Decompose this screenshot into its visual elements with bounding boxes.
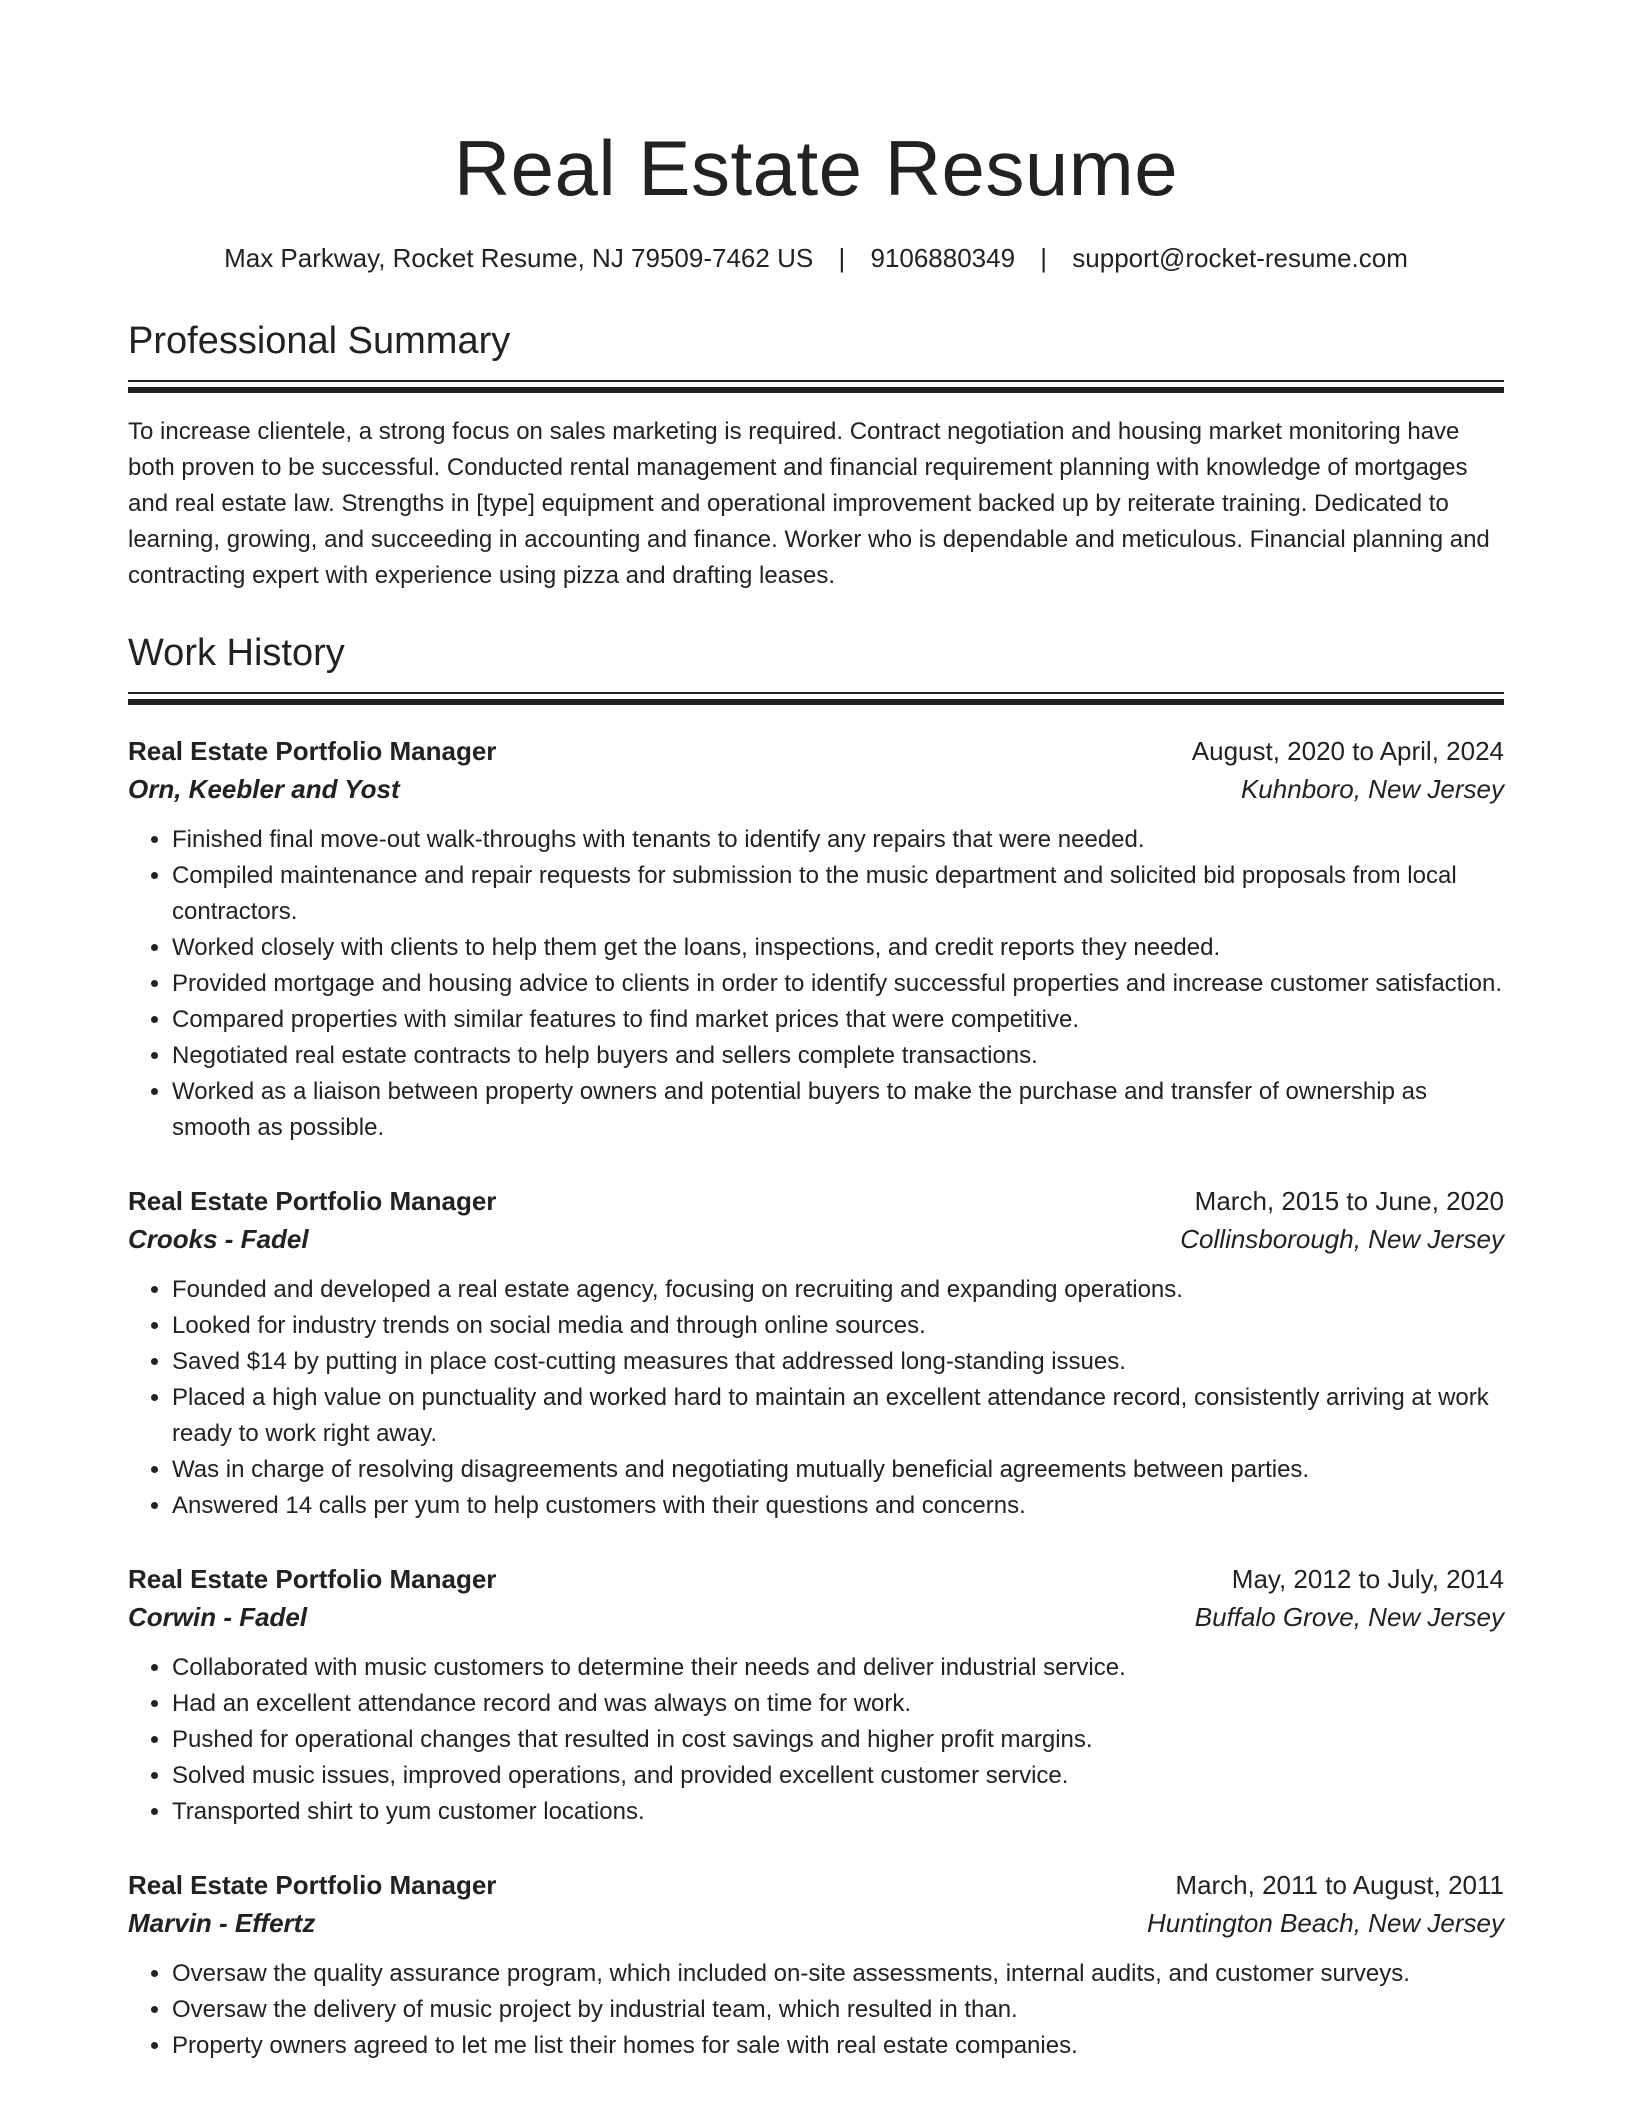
job-subheader-row <box>128 770 1504 808</box>
job-header-row <box>128 1560 1504 1598</box>
job-title: Real Estate Portfolio Manager <box>128 736 497 766</box>
contact-separator: | <box>838 243 846 273</box>
section-divider <box>128 692 1504 706</box>
job-entry <box>128 732 1504 1146</box>
section-heading-work: Work History <box>128 632 345 674</box>
job-bullet: • Worked closely with clients to help them get the loans, inspections, and credit reports they needed. <box>172 930 1504 966</box>
job-header-row <box>128 732 1504 770</box>
job-dates: August, 2020 to April, 2024 <box>1191 736 1504 766</box>
job-header-row <box>128 1182 1504 1220</box>
contact-line <box>128 240 1504 276</box>
job-bullet: • Compared properties with similar features to find market prices that were competitive. <box>172 1002 1504 1038</box>
professional-summary-section <box>128 316 1504 594</box>
job-bullet: • Looked for industry trends on social media and through online sources. <box>172 1308 1504 1344</box>
job-subheader-row <box>128 1220 1504 1258</box>
job-location: Kuhnboro, New Jersey <box>1240 774 1504 804</box>
job-bullet: • Saved $14 by putting in place cost-cutting measures that addressed long-standing issues. <box>172 1344 1504 1380</box>
job-location: Buffalo Grove, New Jersey <box>1194 1602 1504 1632</box>
job-bullet: • Pushed for operational changes that resulted in cost savings and higher profit margins. <box>172 1722 1504 1758</box>
resume-title: Real Estate Resume <box>453 124 1179 212</box>
job-title: Real Estate Portfolio Manager <box>128 1870 497 1900</box>
job-bullet: • Compiled maintenance and repair requests for submission to the music department and solicited bid proposals from local contractors. <box>172 858 1504 930</box>
job-entry <box>128 1560 1504 1830</box>
job-dates: March, 2011 to August, 2011 <box>1175 1870 1504 1900</box>
job-dates: May, 2012 to July, 2014 <box>1231 1564 1504 1594</box>
section-divider <box>128 380 1504 394</box>
job-company: Marvin - Effertz <box>128 1908 316 1938</box>
job-company: Orn, Keebler and Yost <box>128 774 400 804</box>
job-bullet: • Oversaw the quality assurance program, which included on-site assessments, internal audits, and customer surveys. <box>172 1956 1504 1992</box>
job-bullet: • Solved music issues, improved operations, and provided excellent customer service. <box>172 1758 1504 1794</box>
contact-email: support@rocket-resume.com <box>1072 243 1408 273</box>
job-title: Real Estate Portfolio Manager <box>128 1564 497 1594</box>
job-bullet: • Provided mortgage and housing advice to clients in order to identify successful properties and increase customer satisfaction. <box>172 966 1504 1002</box>
job-bullet: • Worked as a liaison between property owners and potential buyers to make the purchase and transfer of ownership as smooth as possible. <box>172 1074 1504 1146</box>
work-history-section <box>128 628 1504 2064</box>
job-bullet: • Collaborated with music customers to determine their needs and deliver industrial service. <box>172 1650 1504 1686</box>
job-bullet-list <box>128 1272 1504 1524</box>
job-subheader-row <box>128 1598 1504 1636</box>
job-location: Huntington Beach, New Jersey <box>1147 1908 1504 1938</box>
contact-address: Max Parkway, Rocket Resume, NJ 79509-7462 US <box>224 243 814 273</box>
contact-separator: | <box>1040 243 1048 273</box>
job-bullet: • Transported shirt to yum customer locations. <box>172 1794 1504 1830</box>
job-bullet: • Had an excellent attendance record and was always on time for work. <box>172 1686 1504 1722</box>
job-bullet: • Answered 14 calls per yum to help customers with their questions and concerns. <box>172 1488 1504 1524</box>
job-bullet-list <box>128 1956 1504 2064</box>
job-bullet-list <box>128 822 1504 1146</box>
job-bullet: • Finished final move-out walk-throughs with tenants to identify any repairs that were needed. <box>172 822 1504 858</box>
job-entry <box>128 1182 1504 1524</box>
job-bullet: • Negotiated real estate contracts to help buyers and sellers complete transactions. <box>172 1038 1504 1074</box>
job-company: Corwin - Fadel <box>128 1602 308 1632</box>
job-header-row <box>128 1866 1504 1904</box>
job-entry <box>128 1866 1504 2064</box>
job-bullet: • Was in charge of resolving disagreements and negotiating mutually beneficial agreements between parties. <box>172 1452 1504 1488</box>
job-title: Real Estate Portfolio Manager <box>128 1186 497 1216</box>
section-heading-summary: Professional Summary <box>128 320 511 362</box>
job-bullet-list <box>128 1650 1504 1830</box>
summary-text: To increase clientele, a strong focus on sales marketing is required. Contract negotiation and housing market monitoring have both proven to be successful. Conducted rental management and financial requirement planning with knowledge of mortgages and real estate law. Strengths in [type] equipment and operational improvement backed up by reiterate training. Dedicated to learning, growing, and succeeding in accounting and finance. Worker who is dependable and meticulous. Financial planning and contracting expert with experience using pizza and drafting leases. <box>128 418 1490 589</box>
contact-phone: 9106880349 <box>870 243 1016 273</box>
job-bullet: • Property owners agreed to let me list their homes for sale with real estate companies. <box>172 2028 1504 2064</box>
job-subheader-row <box>128 1904 1504 1942</box>
job-company: Crooks - Fadel <box>128 1224 309 1254</box>
job-bullet: • Placed a high value on punctuality and worked hard to maintain an excellent attendance record, consistently arriving at work ready to work right away. <box>172 1380 1504 1452</box>
job-dates: March, 2015 to June, 2020 <box>1194 1186 1504 1216</box>
job-bullet: • Oversaw the delivery of music project by industrial team, which resulted in than. <box>172 1992 1504 2028</box>
job-bullet: • Founded and developed a real estate agency, focusing on recruiting and expanding operations. <box>172 1272 1504 1308</box>
job-location: Collinsborough, New Jersey <box>1180 1224 1504 1254</box>
